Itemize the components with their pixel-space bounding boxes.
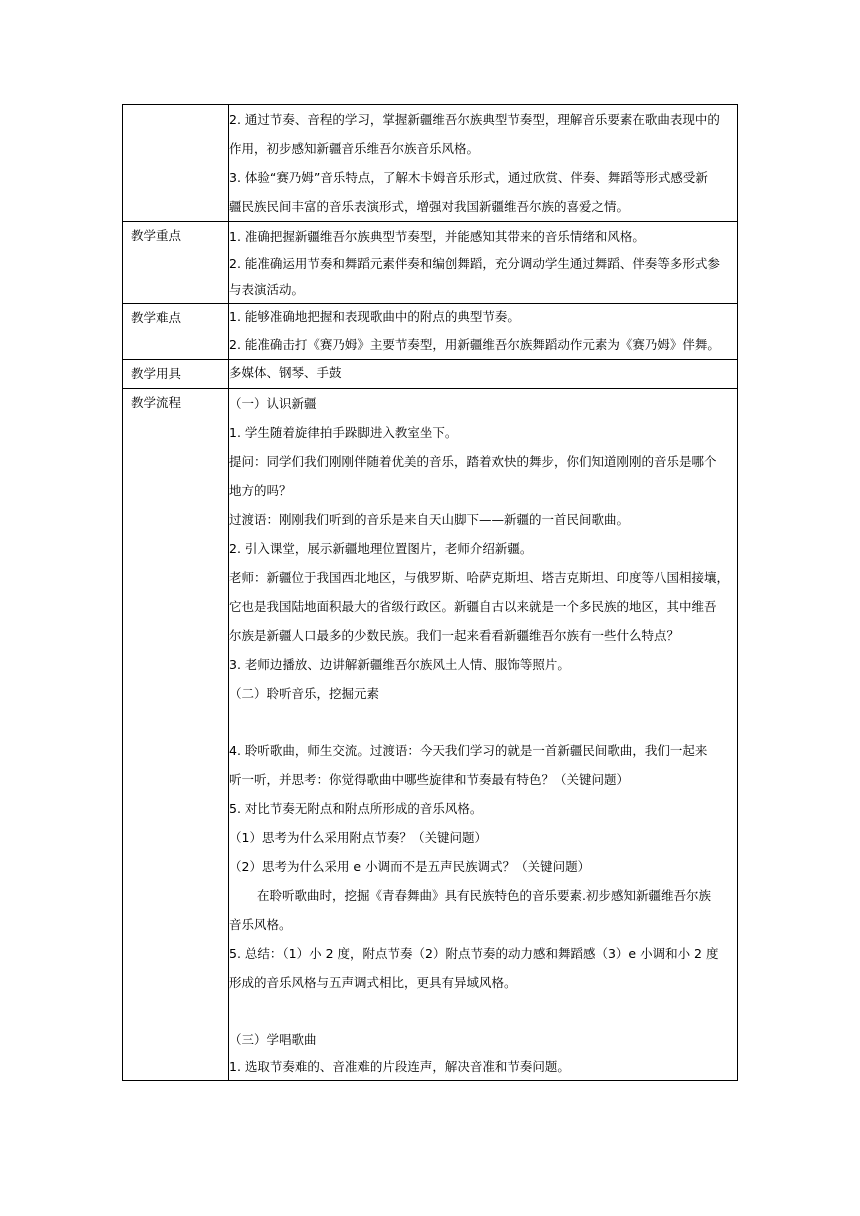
section-2-heading: （二）聆听音乐，挖掘元素 (229, 686, 380, 701)
row-label-difficulties: 教学难点 (131, 310, 182, 325)
difficulty-2: 2. 能准确击打《赛乃姆》主要节奏型，用新疆维吾尔族舞蹈动作元素为《赛乃姆》伴舞。 (229, 337, 720, 352)
blank-line (229, 708, 737, 736)
process-line: （2）思考为什么采用 e 小调而不是五声民族调式？（关键问题） (229, 859, 591, 874)
process-line: 在聆听歌曲时，挖掘《青春舞曲》具有民族特色的音乐要素.初步感知新疆维吾尔族 (257, 888, 711, 903)
section-3-heading: （三）学唱歌曲 (229, 1032, 317, 1047)
process-line: 老师：新疆位于我国西北地区，与俄罗斯、哈萨克斯坦、塔吉克斯坦、印度等八国相接壤， (229, 570, 730, 585)
process-line: 2. 引入课堂，展示新疆地理位置图片，老师介绍新疆。 (229, 541, 533, 556)
process-line: 地方的吗？ (229, 483, 292, 498)
row-label-cell (123, 222, 229, 304)
process-line: （1）思考为什么采用附点节奏？（关键问题） (229, 830, 487, 845)
table-row (123, 360, 738, 389)
key-point-1: 1. 准确把握新疆维吾尔族典型节奏型，并能感知其带来的音乐情绪和风格。 (229, 229, 645, 244)
process-line: 音乐风格。 (229, 917, 292, 932)
process-line: 形成的音乐风格与五声调式相比，更具有异域风格。 (229, 975, 517, 990)
table-row (123, 304, 738, 360)
row-content-cell (229, 304, 738, 360)
table-row (123, 105, 738, 222)
row-label-cell (123, 389, 229, 1081)
lesson-plan-table (122, 104, 738, 1081)
process-line: 它也是我国陆地面积最大的省级行政区。新疆自古以来就是一个多民族的地区，其中维吾 (229, 599, 717, 614)
process-line: 过渡语：刚刚我们听到的音乐是来自天山脚下——新疆的一首民间歌曲。 (229, 512, 630, 527)
process-line: 5. 总结：（1）小 2 度，附点节奏（2）附点节奏的动力感和舞蹈感（3）e 小调和小 2 度 (229, 946, 719, 961)
objective-2-line-2: 作用，初步感知新疆音乐维吾尔族音乐风格。 (229, 141, 480, 156)
objective-2-line-1: 2. 通过节奏、音程的学习，掌握新疆维吾尔族典型节奏型，理解音乐要素在歌曲表现中的 (229, 112, 720, 127)
process-line: 5. 对比节奏无附点和附点所形成的音乐风格。 (229, 801, 483, 816)
key-point-2-line-1: 2. 能准确运用节奏和舞蹈元素伴奏和编创舞蹈，充分调动学生通过舞蹈、伴奏等多形式参 (229, 256, 720, 271)
objective-3-line-1: 3. 体验“赛乃姆”音乐特点，了解木卡姆音乐形式，通过欣赏、伴奏、舞蹈等形式感受新 (229, 170, 708, 185)
row-label-process: 教学流程 (131, 395, 182, 410)
process-line: 3. 老师边播放、边讲解新疆维吾尔族风土人情、服饰等照片。 (229, 657, 570, 672)
objective-3-line-2: 疆民族民间丰富的音乐表演形式，增强对我国新疆维吾尔族的喜爱之情。 (229, 199, 630, 214)
row-content-cell (229, 222, 738, 304)
table-row (123, 222, 738, 304)
row-label-cell (123, 360, 229, 389)
process-line: 1. 学生随着旋律拍手跺脚进入教室坐下。 (229, 425, 458, 440)
row-label-key-points: 教学重点 (131, 228, 182, 243)
row-label-cell (123, 105, 229, 222)
row-content-cell (229, 105, 738, 222)
tools-list: 多媒体、钢琴、手鼓 (229, 365, 342, 380)
section-1-heading: （一）认识新疆 (229, 396, 317, 411)
table-row (123, 389, 738, 1081)
process-line: 提问：同学们我们刚刚伴随着优美的音乐，踏着欢快的舞步，你们知道刚刚的音乐是哪个 (229, 454, 717, 469)
key-point-2-line-2: 与表演活动。 (229, 282, 305, 297)
process-line: 尔族是新疆人口最多的少数民族。我们一起来看看新疆维吾尔族有一些什么特点？ (229, 628, 680, 643)
process-line: 4. 聆听歌曲，师生交流。过渡语：今天我们学习的就是一首新疆民间歌曲，我们一起来 (229, 743, 708, 758)
process-line: 1. 选取节奏难的、音准难的片段连声，解决音准和节奏问题。 (229, 1059, 570, 1074)
row-label-cell (123, 304, 229, 360)
blank-line (229, 997, 737, 1025)
row-content-cell (229, 389, 738, 1081)
difficulty-1: 1. 能够准确地把握和表现歌曲中的附点的典型节奏。 (229, 309, 520, 324)
row-label-tools: 教学用具 (131, 366, 182, 381)
process-line: 听一听，并思考：你觉得歌曲中哪些旋律和节奏最有特色？（关键问题） (229, 772, 630, 787)
row-content-cell (229, 360, 738, 389)
